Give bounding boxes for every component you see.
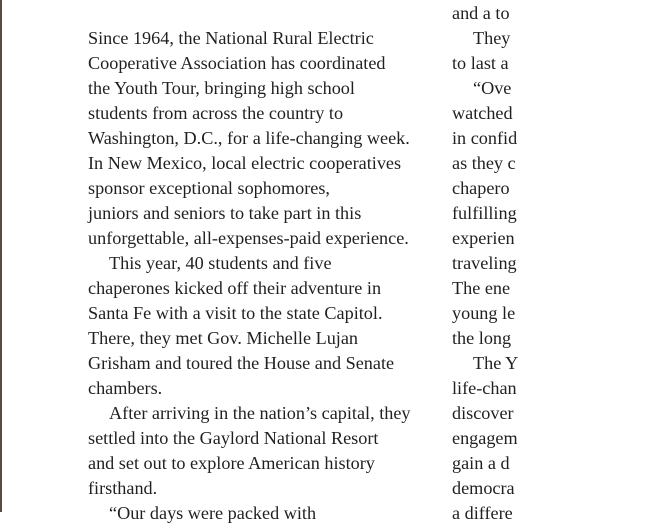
- text-line: juniors and seniors to take part in this: [88, 203, 362, 223]
- text-line: young le: [452, 303, 516, 323]
- text-line: firsthand.: [88, 478, 158, 498]
- text-line: engagem: [452, 428, 518, 448]
- text-line: chapero: [452, 178, 510, 198]
- text-line: There, they met Gov. Michelle Lujan: [88, 328, 359, 348]
- text-line: chambers.: [88, 378, 163, 398]
- text-line: in confid: [452, 128, 518, 148]
- text-line: students from across the country to: [88, 103, 344, 123]
- article-column-right: [452, 1, 652, 526]
- text-line: a differe: [452, 503, 513, 523]
- text-line: chaperones kicked off their adventure in: [88, 278, 382, 298]
- text-line: They: [473, 28, 511, 48]
- text-line: “Our days were packed with: [109, 503, 317, 523]
- text-line: and a to: [452, 3, 510, 23]
- text-line: Santa Fe with a visit to the state Capitol.: [88, 303, 383, 323]
- text-line: fulfilling: [452, 203, 517, 223]
- text-line: Washington, D.C., for a life-changing week.: [88, 128, 410, 148]
- text-line: traveling: [452, 253, 517, 273]
- text-line: The ene: [452, 278, 511, 298]
- text-line: sponsor exceptional sophomores,: [88, 178, 330, 198]
- text-line: The Y: [473, 353, 519, 373]
- left-border-rule: [0, 0, 2, 512]
- text-line: to last a: [452, 53, 509, 73]
- text-line: and set out to explore American history: [88, 453, 375, 473]
- text-line: watched: [452, 103, 513, 123]
- text-line: settled into the Gaylord National Resort: [88, 428, 379, 448]
- text-line: experien: [452, 228, 515, 248]
- text-line: as they c: [452, 153, 516, 173]
- text-line: Grisham and toured the House and Senate: [88, 353, 395, 373]
- text-line: “Ove: [473, 78, 512, 98]
- text-line: This year, 40 students and five: [109, 253, 332, 273]
- text-line: unforgettable, all-expenses-paid experience.: [88, 228, 409, 248]
- text-line: In New Mexico, local electric cooperatives: [88, 153, 402, 173]
- text-line: Cooperative Association has coordinated: [88, 53, 386, 73]
- text-line: gain a d: [452, 453, 510, 473]
- text-line: the long: [452, 328, 512, 348]
- text-line: democra: [452, 478, 515, 498]
- text-line: the Youth Tour, bringing high school: [88, 78, 355, 98]
- article-column-left: [88, 26, 428, 526]
- text-line: life-chan: [452, 378, 517, 398]
- text-line: Since 1964, the National Rural Electric: [88, 28, 374, 48]
- text-line: discover: [452, 403, 514, 423]
- text-line: After arriving in the nation’s capital, they: [109, 403, 411, 423]
